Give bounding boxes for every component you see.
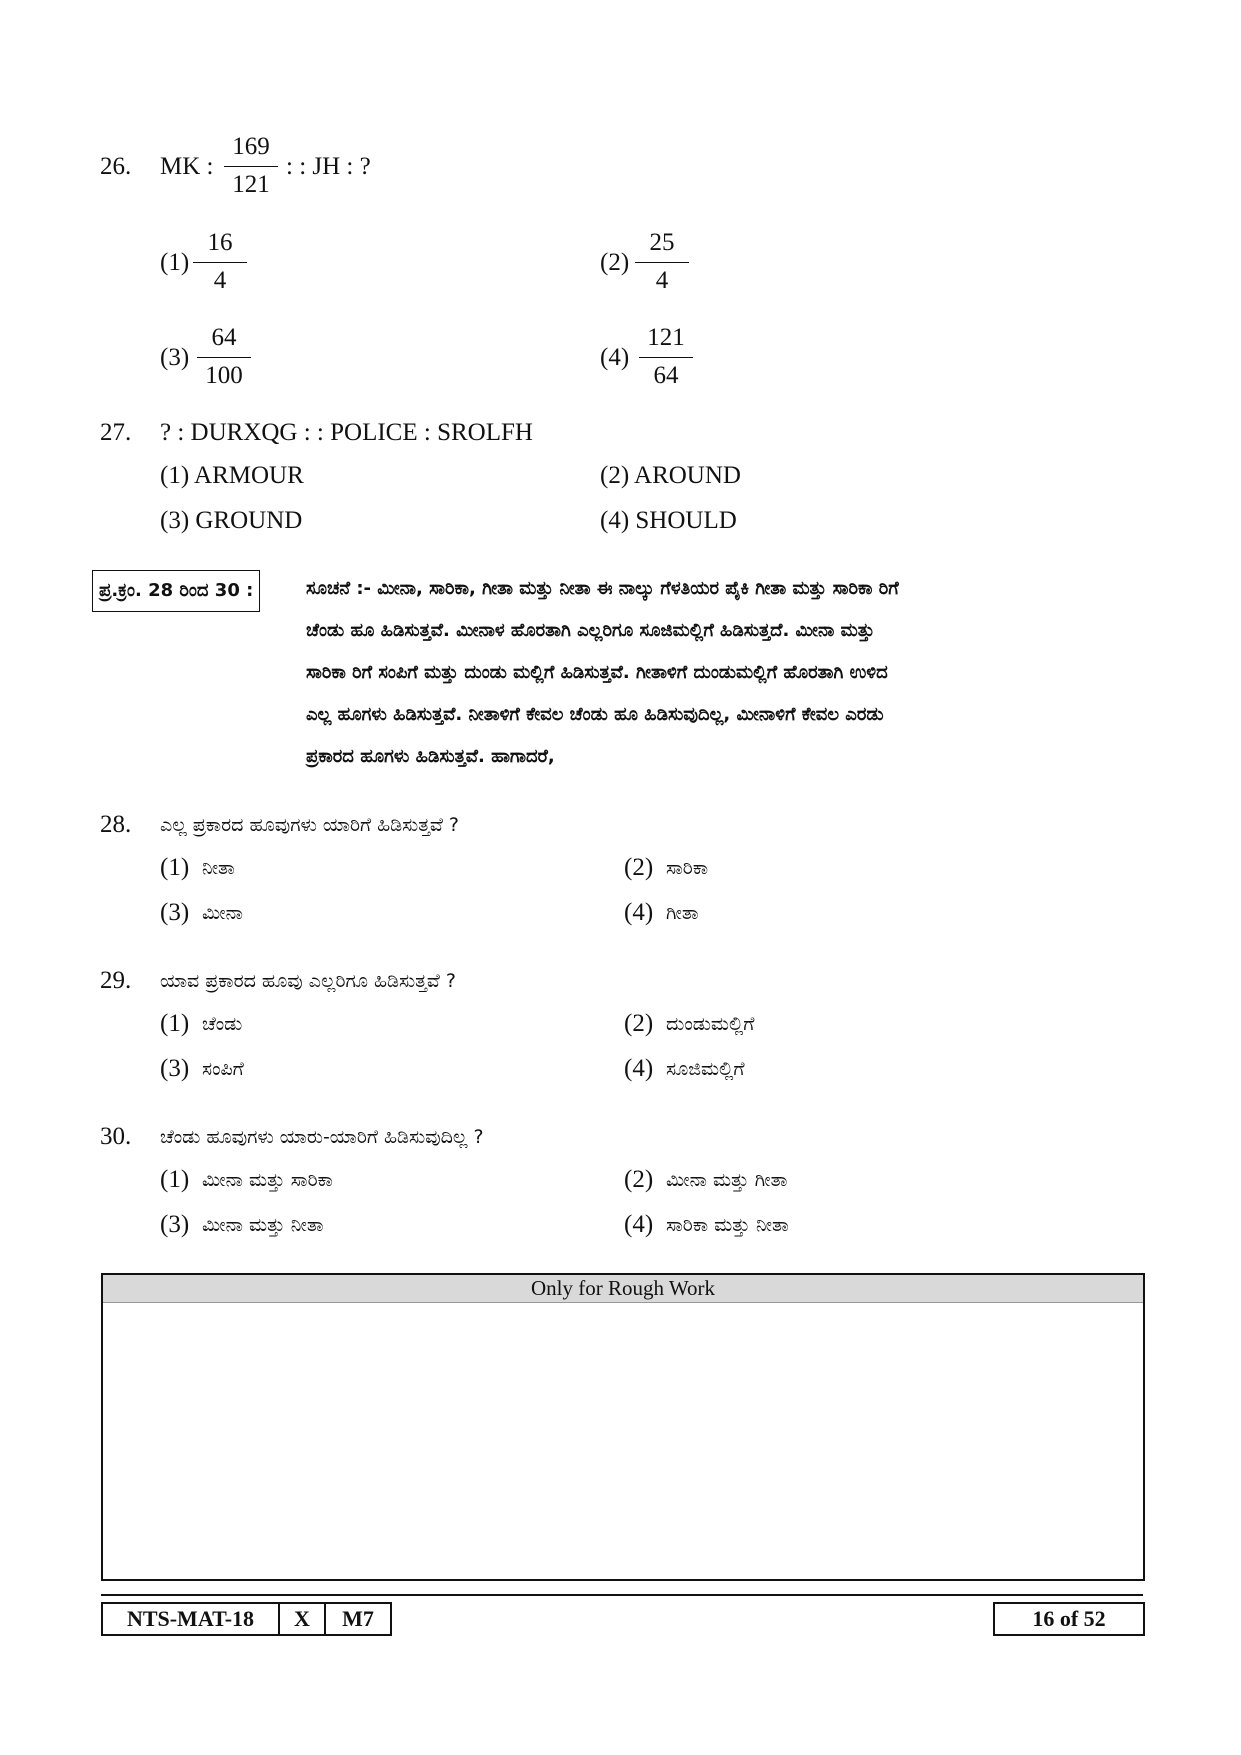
option-text: ಸಾರಿಕಾ	[666, 857, 709, 879]
option-label: (4)	[600, 344, 630, 371]
fraction-numerator: 16	[207, 229, 233, 256]
option-label: (4)	[624, 1055, 654, 1082]
question-text: ಎಲ್ಲ ಪ್ರಕಾರದ ಹೂವುಗಳು ಯಾರಿಗೆ ಹಿಡಿಸುತ್ತವೆ ?	[160, 814, 459, 836]
question-suffix: : : JH : ?	[286, 153, 371, 180]
option-text: (3) GROUND	[160, 507, 303, 534]
option-label: (2)	[624, 854, 654, 881]
fraction-bar	[639, 357, 693, 358]
rough-work-title: Only for Rough Work	[103, 1275, 1143, 1303]
option-fraction	[636, 323, 696, 391]
option-text: ಸಂಪಿಗೆ	[202, 1058, 244, 1080]
fraction-numerator: 25	[649, 229, 675, 256]
fraction-bar	[197, 357, 251, 358]
option-text: ಮೀನಾ ಮತ್ತು ನೀತಾ	[202, 1214, 324, 1236]
option-label: (4)	[624, 1211, 654, 1238]
option-label: (3)	[160, 899, 190, 926]
option-text: ದುಂಡುಮಲ್ಲಿಗೆ	[666, 1013, 755, 1035]
fraction-denominator: 4	[655, 267, 669, 294]
instruction-line: ಚೆಂಡು ಹೂ ಹಿಡಿಸುತ್ತವೆ. ಮೀನಾಳ ಹೊರತಾಗಿ ಎಲ್ಲರಿಗೂ ಸೂಜಿಮಲ್ಲಿಗೆ ಹಿಡಿಸುತ್ತದೆ. ಮೀನಾ ಮತ್ತು	[306, 620, 875, 641]
option-text: ನೀತಾ	[202, 857, 235, 879]
footer-rule	[101, 1594, 1143, 1596]
question-number: 29.	[100, 967, 132, 994]
option-label: (3)	[160, 1211, 190, 1238]
fraction-bar	[635, 262, 689, 263]
footer-medium: M7	[342, 1606, 374, 1631]
fraction-bar	[193, 262, 247, 263]
fraction-denominator: 64	[653, 362, 679, 389]
footer-paper-code: NTS-MAT-18	[103, 1604, 280, 1634]
option-text: (2) AROUND	[600, 462, 741, 489]
question-text: ಚೆಂಡು ಹೂವುಗಳು ಯಾರು-ಯಾರಿಗೆ ಹಿಡಿಸುವುದಿಲ್ಲ ?	[160, 1126, 484, 1148]
fraction-numerator: 64	[211, 324, 237, 351]
option-text: ಮೀನಾ ಮತ್ತು ಗೀತಾ	[666, 1169, 788, 1191]
option-text: ಮೀನಾ	[202, 902, 243, 924]
fraction	[221, 132, 281, 200]
option-fraction	[194, 323, 254, 391]
question-number: 28.	[100, 811, 132, 838]
fraction-numerator: 169	[232, 133, 270, 160]
option-label: (2)	[624, 1166, 654, 1193]
option-text: (1) ARMOUR	[160, 462, 304, 489]
question-prefix: MK :	[160, 153, 214, 180]
question-number: 27.	[100, 419, 132, 446]
footer-code-box	[101, 1602, 392, 1636]
fraction-numerator: 121	[647, 324, 685, 351]
option-label: (1)	[160, 249, 190, 276]
instruction-line: ಸಾರಿಕಾ ರಿಗೆ ಸಂಪಿಗೆ ಮತ್ತು ದುಂಡು ಮಲ್ಲಿಗೆ ಹಿಡಿಸುತ್ತವೆ. ಗೀತಾಳಿಗೆ ದುಂಡುಮಲ್ಲಿಗೆ ಹೊರತಾಗಿ ಉಳಿದ	[306, 662, 888, 683]
option-text: ಸೂಜಿಮಲ್ಲಿಗೆ	[666, 1058, 745, 1080]
option-label: (2)	[600, 249, 630, 276]
question-number: 30.	[100, 1123, 132, 1150]
rough-work-box	[101, 1273, 1145, 1581]
fraction-denominator: 4	[213, 267, 227, 294]
question-text: ? : DURXQG : : POLICE : SROLFH	[160, 419, 533, 446]
footer-class: X	[280, 1604, 326, 1634]
option-text: ಮೀನಾ ಮತ್ತು ಸಾರಿಕಾ	[202, 1169, 333, 1191]
option-label: (2)	[624, 1010, 654, 1037]
instruction-line: ಎಲ್ಲ ಹೂಗಳು ಹಿಡಿಸುತ್ತವೆ. ನೀತಾಳಿಗೆ ಕೇವಲ ಚೆಂಡು ಹೂ ಹಿಡಿಸುವುದಿಲ್ಲ, ಮೀನಾಳಿಗೆ ಕೇವಲ ಎರಡು	[306, 704, 884, 725]
option-text: ಚೆಂಡು	[202, 1013, 243, 1035]
fraction-bar	[224, 166, 278, 167]
option-label: (1)	[160, 1166, 190, 1193]
instruction-range-box: ಪ್ರ.ಕ್ರಂ. 28 ರಿಂದ 30 :	[92, 570, 260, 612]
option-text: ಸಾರಿಕಾ ಮತ್ತು ನೀತಾ	[666, 1214, 789, 1236]
option-label: (1)	[160, 1010, 190, 1037]
fraction-denominator: 100	[205, 362, 243, 389]
footer-page-number: 16 of 52	[993, 1602, 1145, 1636]
option-fraction	[632, 228, 692, 296]
option-label: (3)	[160, 344, 190, 371]
question-number: 26.	[100, 153, 132, 180]
option-text: ಗೀತಾ	[666, 902, 699, 924]
instruction-line: ಪ್ರಕಾರದ ಹೂಗಳು ಹಿಡಿಸುತ್ತವೆ. ಹಾಗಾದರೆ,	[306, 746, 555, 767]
option-label: (3)	[160, 1055, 190, 1082]
option-label: (1)	[160, 854, 190, 881]
option-label: (4)	[624, 899, 654, 926]
option-fraction	[190, 228, 250, 296]
fraction-denominator: 121	[232, 171, 270, 198]
instruction-line: ಸೂಚನೆ :- ಮೀನಾ, ಸಾರಿಕಾ, ಗೀತಾ ಮತ್ತು ನೀತಾ ಈ ನಾಲ್ಕು ಗೆಳತಿಯರ ಪೈಕಿ ಗೀತಾ ಮತ್ತು ಸಾರಿಕಾ ರಿಗೆ	[306, 578, 899, 599]
option-text: (4) SHOULD	[600, 507, 737, 534]
question-text: ಯಾವ ಪ್ರಕಾರದ ಹೂವು ಎಲ್ಲರಿಗೂ ಹಿಡಿಸುತ್ತವೆ ?	[160, 970, 456, 992]
